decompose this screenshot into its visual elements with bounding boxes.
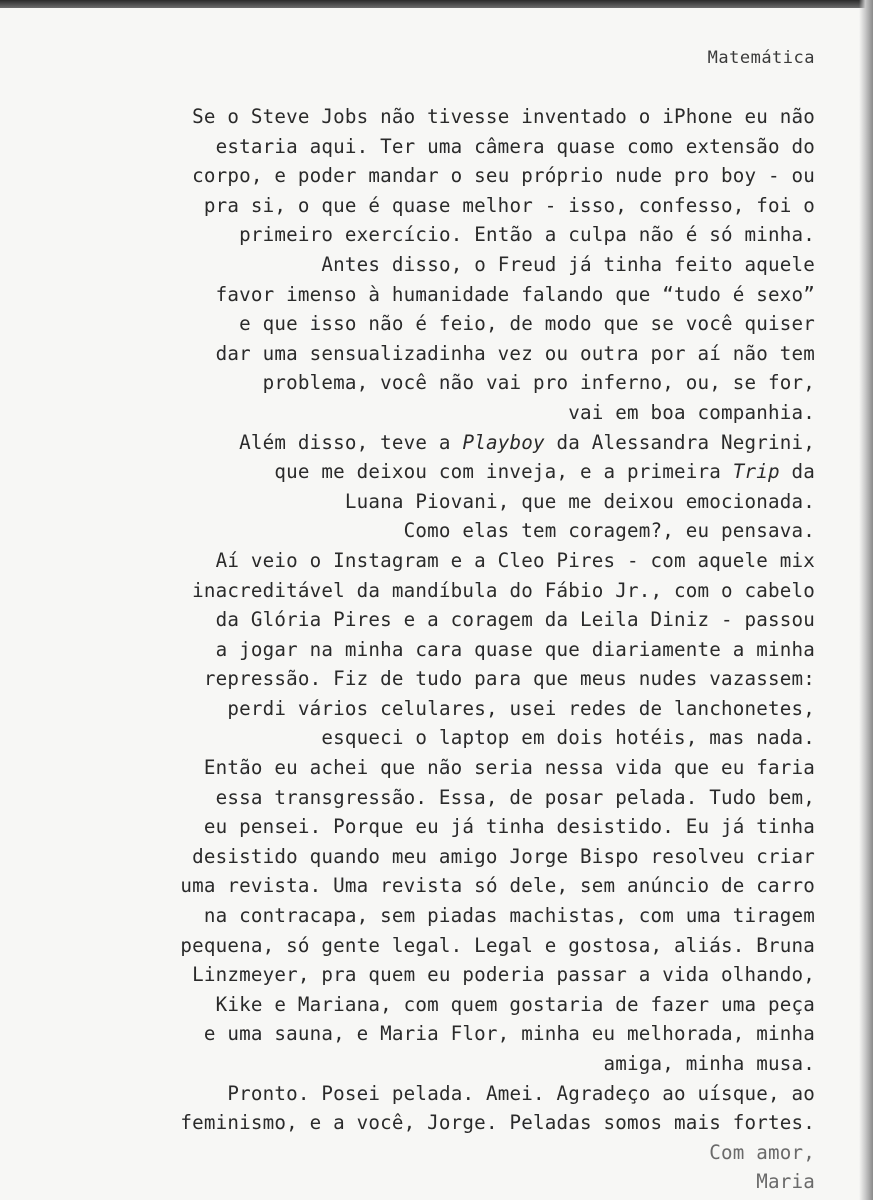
text-line: uma revista. Uma revista só dele, sem anúncio de carro	[180, 874, 815, 898]
text-line: Linzmeyer, pra quem eu poderia passar a vida olhando,	[192, 963, 815, 987]
page-right-edge-shadow	[859, 0, 873, 1200]
text-segment: Além disso, teve a	[239, 430, 463, 454]
text-line: desistido quando meu amigo Jorge Bispo resolveu criar	[192, 844, 815, 868]
text-line: da Glória Pires e a coragem da Leila Diniz - passou	[215, 608, 815, 632]
text-line: eu pensei. Porque eu já tinha desistido. Eu já tinha	[203, 815, 815, 839]
text-line: Aí veio o Instagram e a Cleo Pires - com aquele mix	[215, 548, 815, 572]
running-head: Matemática	[707, 48, 815, 68]
text-line: a jogar na minha cara quase que diariamente a minha	[215, 637, 815, 661]
italic-title-playboy: Playboy	[462, 430, 545, 454]
text-line	[165, 457, 815, 487]
text-line: dar uma sensualizadinha vez ou outra por aí não tem	[215, 341, 815, 365]
text-segment: da	[779, 460, 815, 484]
page-top-edge-shadow	[0, 0, 873, 8]
text-line: na contracapa, sem piadas machistas, com uma tiragem	[203, 904, 815, 928]
text-line: inacreditável da mandíbula do Fábio Jr., com o cabelo	[192, 578, 815, 602]
text-line: Antes disso, o Freud já tinha feito aquele	[321, 252, 815, 276]
body-text	[165, 102, 815, 1197]
text-line: amiga, minha musa.	[603, 1052, 815, 1075]
text-line: estaria aqui. Ter uma câmera quase como extensão do	[215, 134, 815, 158]
text-line: primeiro exercício. Então a culpa não é só minha.	[239, 223, 815, 247]
text-line	[165, 428, 815, 458]
text-line: feminismo, e a você, Jorge. Peladas somos mais fortes.	[180, 1111, 815, 1135]
text-line: Se o Steve Jobs não tivesse inventado o iPhone eu não	[192, 105, 815, 128]
text-line: essa transgressão. Essa, de posar pelada. Tudo bem,	[215, 785, 815, 809]
text-line: e uma sauna, e Maria Flor, minha eu melhorada, minha	[203, 1022, 815, 1046]
text-line: vai em boa companhia.	[568, 400, 815, 424]
text-line: Então eu achei que não seria nessa vida que eu faria	[203, 756, 815, 780]
italic-title-trip: Trip	[732, 460, 780, 484]
text-line: e que isso não é feio, de modo que se você quiser	[239, 312, 815, 336]
signoff-name: Maria	[756, 1170, 815, 1194]
text-line: Como elas tem coragem?, eu pensava.	[403, 519, 815, 543]
text-line: pequena, só gente legal. Legal e gostosa, aliás. Bruna	[180, 933, 815, 957]
text-segment: que me deixou com inveja, e a primeira	[274, 460, 733, 484]
text-line: Pronto. Posei pelada. Amei. Agradeço ao uísque, ao	[227, 1081, 815, 1105]
text-line: Luana Piovani, que me deixou emocionada.	[344, 489, 815, 513]
signoff-closing: Com amor,	[709, 1140, 815, 1164]
text-line: esqueci o laptop em dois hotéis, mas nada.	[321, 726, 815, 750]
text-line: Kike e Mariana, com quem gostaria de fazer uma peça	[215, 992, 815, 1016]
text-line: favor imenso à humanidade falando que “tudo é sexo”	[215, 282, 815, 306]
text-line: pra si, o que é quase melhor - isso, confesso, foi o	[203, 193, 815, 217]
text-segment: da Alessandra Negrini,	[544, 430, 815, 454]
text-line: corpo, e poder mandar o seu próprio nude pro boy - ou	[192, 164, 815, 188]
text-line: repressão. Fiz de tudo para que meus nudes vazassem:	[203, 667, 815, 691]
text-line: problema, você não vai pro inferno, ou, se for,	[262, 371, 815, 395]
text-line: perdi vários celulares, usei redes de lanchonetes,	[227, 696, 815, 720]
